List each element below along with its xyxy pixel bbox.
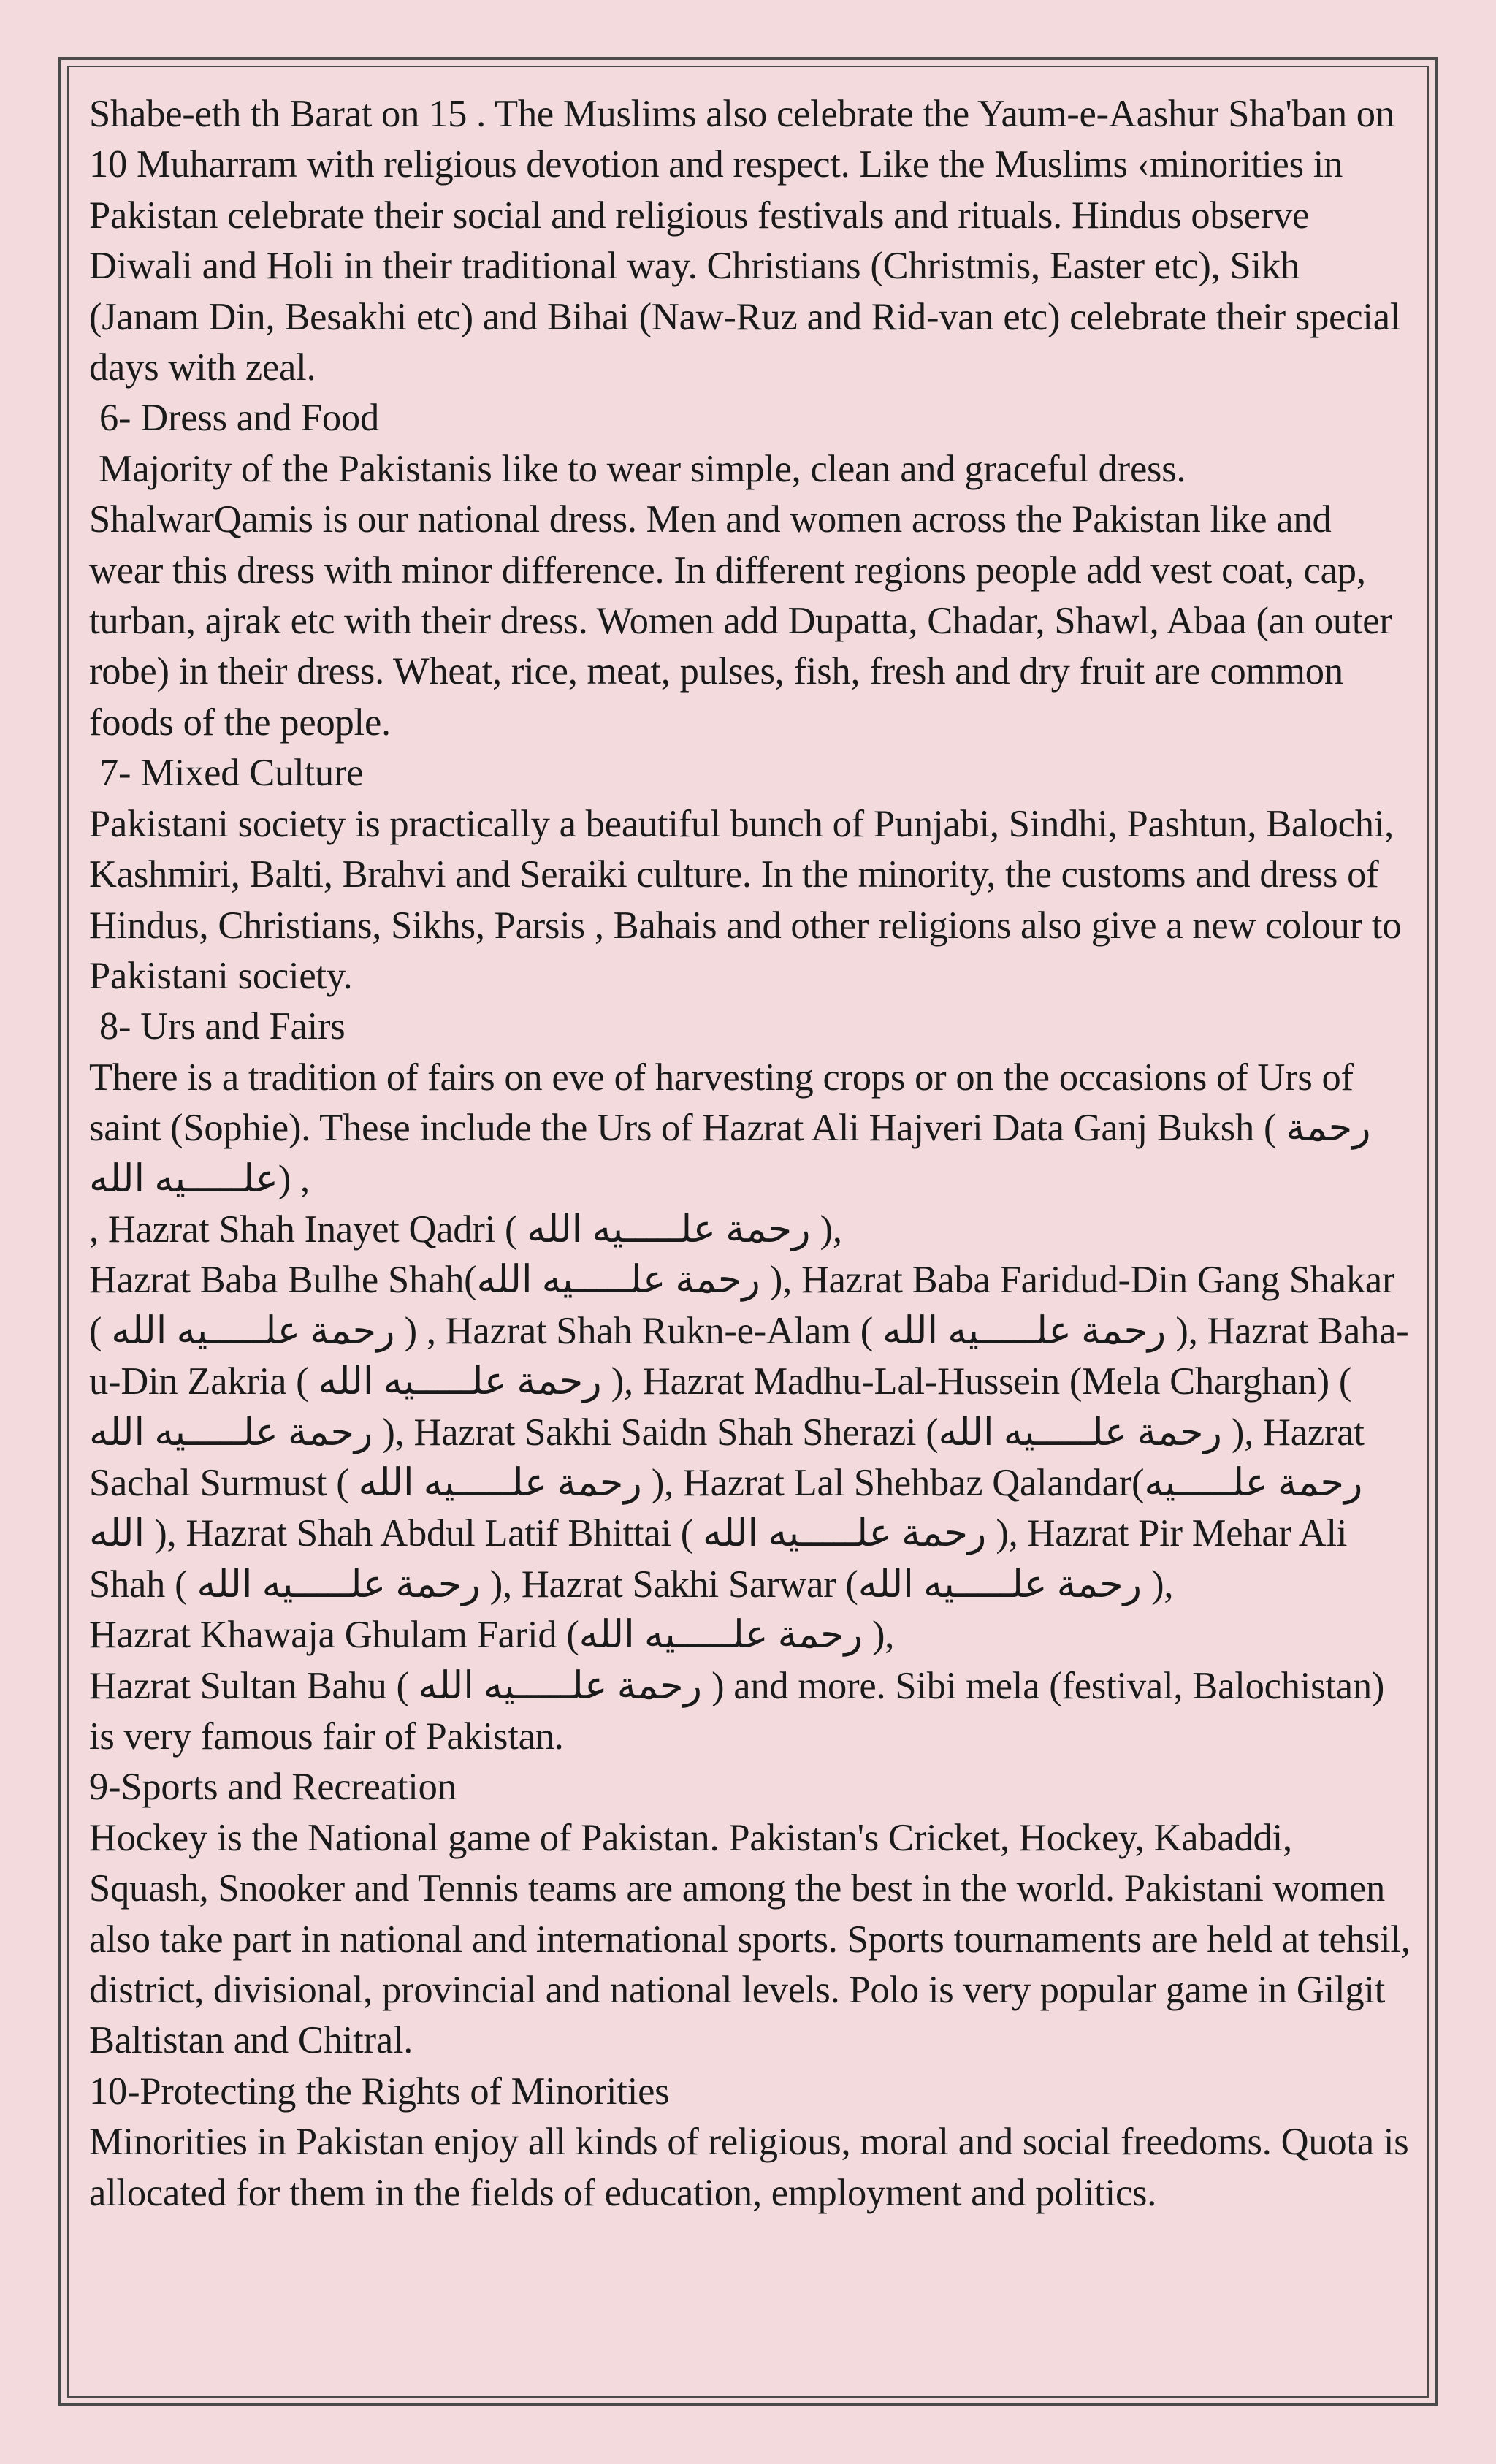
paragraph-urs-inayet-qadri: , Hazrat Shah Inayet Qadri ( رحمة علـــــيه الله ),: [89, 1208, 842, 1251]
paragraph-urs-saints-list: Hazrat Baba Bulhe Shah(رحمة علـــــيه الله ), Hazrat Baba Faridud-Din Gang Shakar ( رحمة علـــــيه الله ) , Hazrat Shah Rukn-e-Alam ( رحمة علـــــيه الله ), Hazrat Baha-u-Din Zakria ( رحمة علـــــيه الله ), Hazrat Madhu-Lal-Hussein (Mela Charghan) ( رحمة علـــــيه الله ), Hazrat Sakhi Saidn Shah Sherazi (رحمة علـــــيه الله ), Hazrat Sachal Surmust ( رحمة علـــــيه الله ), Hazrat Lal Shehbaz Qalandar(رحمة علـــــيه الله ), Hazrat Shah Abdul Latif Bhittai ( رحمة علـــــيه الله ), Hazrat Pir Mehar Ali Shah ( رحمة علـــــيه الله ), Hazrat Sakhi Sarwar (رحمة علـــــيه الله ),: [89, 1259, 1409, 1606]
heading-dress-and-food: 6- Dress and Food: [99, 397, 380, 440]
heading-mixed-culture: 7- Mixed Culture: [99, 752, 364, 795]
paragraph-dress-and-food: Majority of the Pakistanis like to wear simple, clean and graceful dress. ShalwarQamis is our national dress. Men and women across the Pakistan like and wear this dress with minor difference. In different regions people add vest coat, cap, turban, ajrak etc with their dress. Women add Dupatta, Chadar, Shawl, Abaa (an outer robe) in their dress. Wheat, rice, meat, pulses, fish, fresh and dry fruit are common foods of the people.: [89, 447, 1402, 744]
paragraph-sports: Hockey is the National game of Pakistan. Pakistan's Cricket, Hockey, Kabaddi, Squash, Snooker and Tennis teams are among the best in the world. Pakistani women also take part in national and international sports. Sports tournaments are held at tehsil, district, divisional, provincial and national levels. Polo is very popular game in Gilgit Baltistan and Chitral.: [89, 1816, 1411, 2062]
paragraph-urs-ghulam-farid: Hazrat Khawaja Ghulam Farid (رحمة علـــــيه الله ),: [89, 1614, 895, 1657]
heading-urs-and-fairs: 8- Urs and Fairs: [99, 1005, 346, 1048]
paragraph-urs-sultan-bahu: Hazrat Sultan Bahu ( رحمة علـــــيه الله ) and more. Sibi mela (festival, Balochistan) is very famous fair of Pakistan.: [89, 1664, 1385, 1758]
heading-rights-of-minorities: 10-Protecting the Rights of Minorities: [89, 2070, 670, 2113]
paragraph-mixed-culture: Pakistani society is practically a beautiful bunch of Punjabi, Sindhi, Pashtun, Balochi, Kashmiri, Balti, Brahvi and Seraiki culture. In the minority, the customs and dress of Hindus, Christians, Sikhs, Parsis , Bahais and other religions also give a new colour to Pakistani society.: [89, 802, 1402, 997]
paragraph-festivals: Shabe-eth th Barat on 15 . The Muslims also celebrate the Yaum-e-Aashur Sha'ban on 10 Muharram with religious devotion and respect. Like the Muslims ‹minorities in Pakistan celebrate their social and religious festivals and rituals. Hindus observe Diwali and Holi in their traditional way. Christians (Christmis, Easter etc), Sikh (Janam Din, Besakhi etc) and Bihai (Naw-Ruz and Rid-van etc) celebrate their special days with zeal.: [89, 93, 1401, 389]
paragraph-minorities: Minorities in Pakistan enjoy all kinds of religious, moral and social freedoms. Quota is allocated for them in the fields of education, employment and politics.: [89, 2121, 1409, 2214]
paragraph-urs-intro: There is a tradition of fairs on eve of harvesting crops or on the occasions of Urs of saint (Sophie). These include the Urs of Hazrat Ali Hajveri Data Ganj Buksh ( رحمة علـــــيه الله) ,: [89, 1056, 1371, 1200]
page-content: [89, 89, 1411, 2219]
heading-sports-and-recreation: 9-Sports and Recreation: [89, 1766, 457, 1809]
